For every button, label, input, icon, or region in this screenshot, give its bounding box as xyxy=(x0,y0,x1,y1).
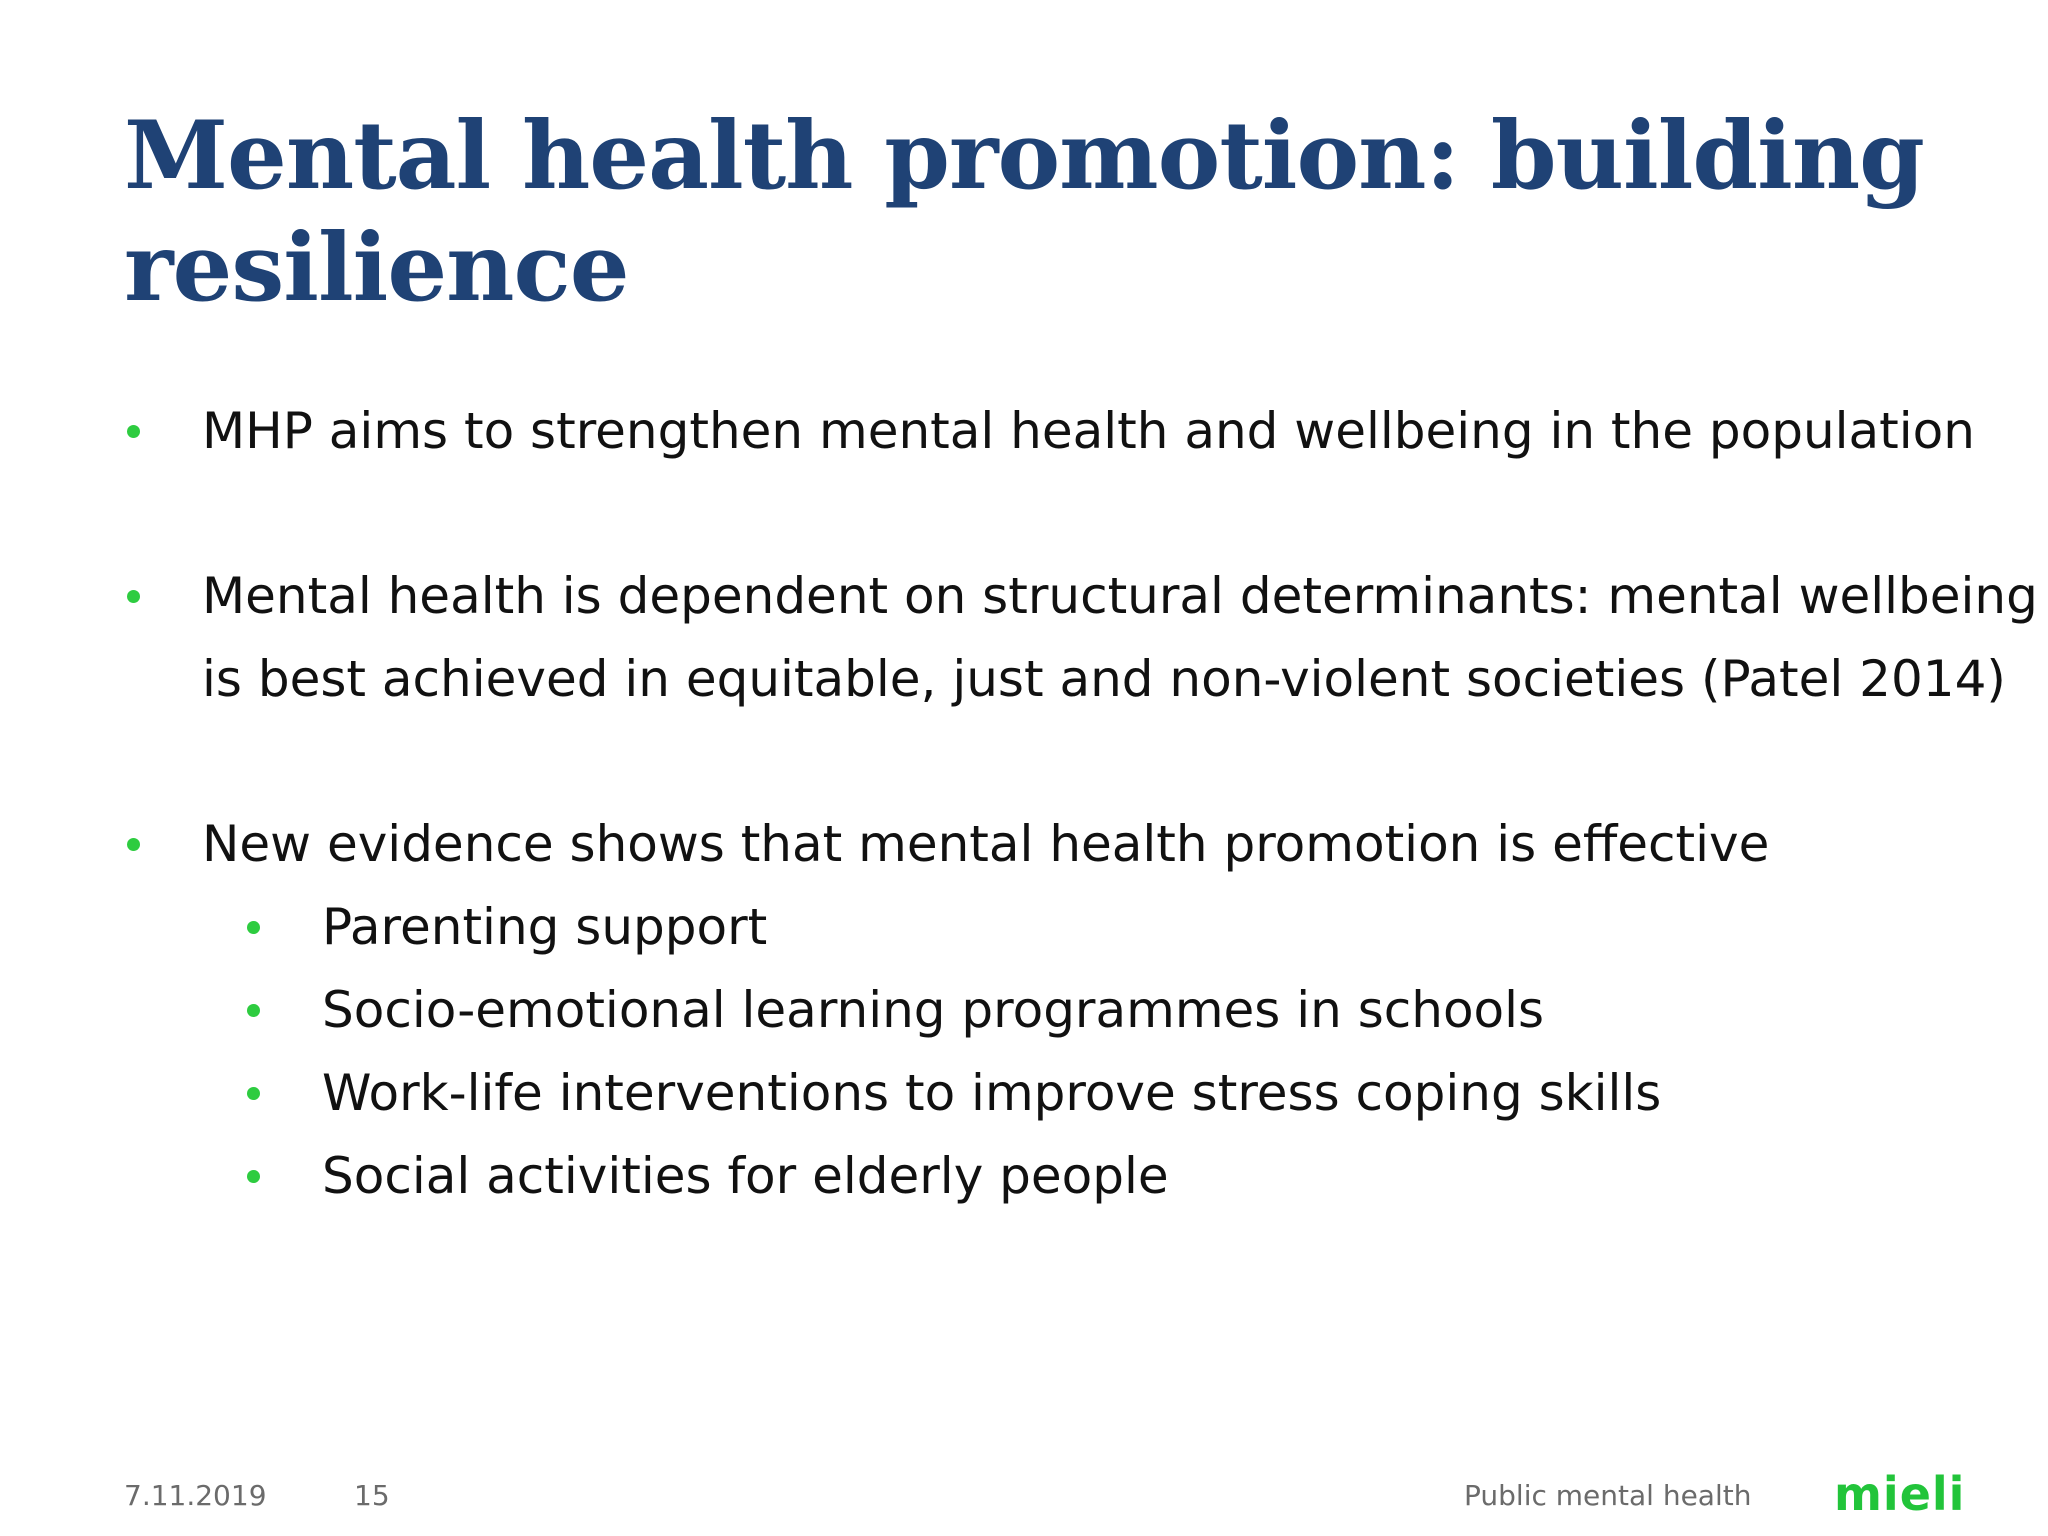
footer-page-number: 15 xyxy=(354,1479,390,1512)
sub-bullet-dot xyxy=(247,921,260,934)
bullet-item: MHP aims to strengthen mental health and wellbeing in the population xyxy=(202,402,1975,460)
bullet-item-continuation: is best achieved in equitable, just and non-violent societies (Patel 2014) xyxy=(202,650,2006,708)
bullet-item: New evidence shows that mental health promotion is effective xyxy=(202,815,1770,873)
bullet-dot xyxy=(127,590,140,603)
sub-bullet-item: Parenting support xyxy=(322,898,768,956)
sub-bullet-item: Socio-emotional learning programmes in schools xyxy=(322,981,1545,1039)
sub-bullet-dot xyxy=(247,1087,260,1100)
footer-section: Public mental health xyxy=(1464,1479,1752,1512)
slide-title: Mental health promotion: building resilience xyxy=(124,101,1924,323)
bullet-item: Mental health is dependent on structural determinants: mental wellbeing xyxy=(202,567,2038,625)
bullet-dot xyxy=(127,838,140,851)
sub-bullet-item: Social activities for elderly people xyxy=(322,1147,1169,1205)
sub-bullet-item: Work-life interventions to improve stress coping skills xyxy=(322,1064,1662,1122)
bullet-dot xyxy=(127,425,140,438)
sub-bullet-dot xyxy=(247,1170,260,1183)
mieli-logo: mieli xyxy=(1834,1467,1966,1521)
sub-bullet-dot xyxy=(247,1004,260,1017)
footer-date: 7.11.2019 xyxy=(124,1479,267,1512)
